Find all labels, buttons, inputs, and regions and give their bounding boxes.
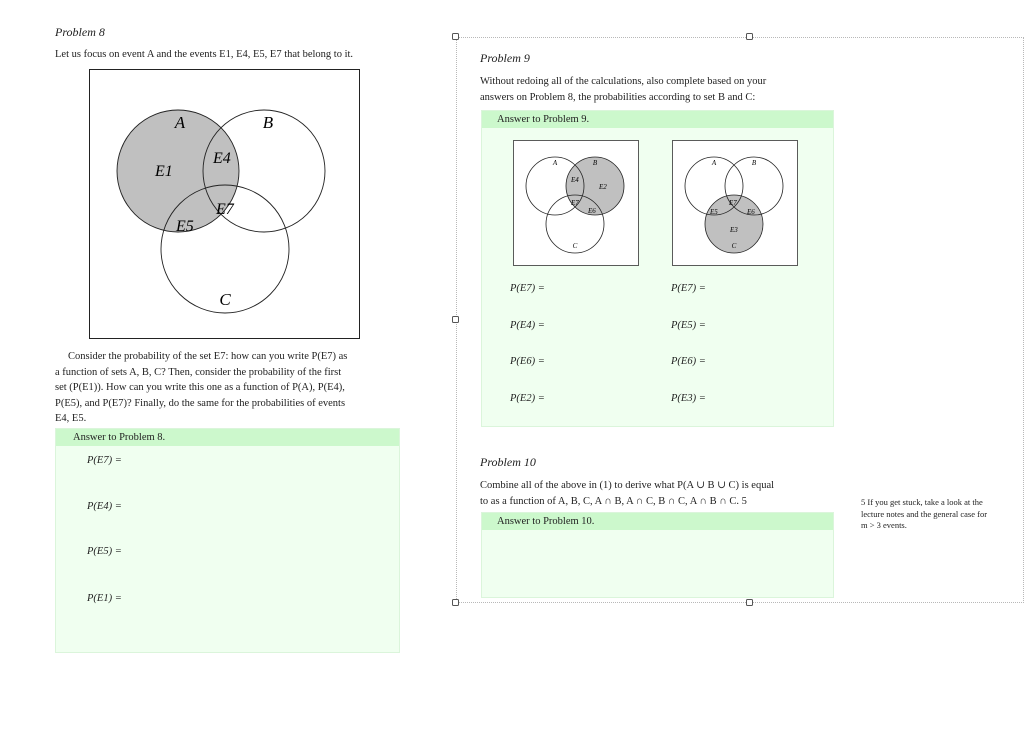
footnote	[861, 497, 1021, 532]
resize-handle-top-center[interactable]	[746, 33, 753, 40]
label-e5: E5	[176, 218, 194, 235]
answer-panel-problem-10[interactable]	[481, 512, 834, 598]
question-line: P(E5), and P(E7)? Finally, do the same for the probabilities of events	[55, 397, 346, 409]
label-e4: E4	[213, 150, 231, 167]
right-row-p-e6: P(E6) =	[671, 356, 706, 367]
left-row-p-e4: P(E4) =	[510, 320, 545, 331]
answer-panel-problem-9[interactable]	[481, 110, 834, 427]
answer-row-p-e7: P(E7) =	[87, 455, 122, 466]
resize-handle-top-left[interactable]	[452, 33, 459, 40]
resize-handle-middle-left[interactable]	[452, 316, 459, 323]
question-line: set (P(E1)). How can you write this one as a function of P(A), P(E4),	[55, 382, 345, 393]
label-e7: E7	[571, 199, 579, 207]
problem-8-question	[55, 349, 405, 427]
label-c: C	[731, 242, 737, 250]
venn-diagram-set-b	[513, 140, 639, 266]
question-line: a function of sets A, B, C? Then, consider the probability of the first	[55, 366, 342, 378]
left-row-p-e6: P(E6) =	[510, 356, 545, 367]
footnote-line: m > 3 events.	[861, 520, 907, 530]
body-line: to as a function of A, B, C, A ∩ B, A ∩ C, B ∩ C, A ∩ B ∩ C. 5	[480, 495, 747, 507]
label-e6: E6	[747, 208, 755, 216]
label-c: C	[219, 290, 231, 309]
problem-8-title: Problem 8	[55, 25, 105, 39]
problem-10-title: Problem 10	[480, 455, 536, 469]
problem-10-body	[480, 478, 850, 509]
right-row-p-e7: P(E7) =	[671, 283, 706, 294]
label-e2: E2	[599, 183, 607, 191]
label-a: A	[174, 113, 186, 132]
label-e1: E1	[155, 163, 173, 180]
answer-panel-header: Answer to Problem 10.	[482, 513, 833, 530]
answer-panel-header: Answer to Problem 9.	[482, 111, 833, 128]
label-e6: E6	[588, 207, 596, 215]
body-line: Combine all of the above in (1) to derive what P(A ∪ B ∪ C) is equal	[480, 480, 775, 491]
label-b: B	[751, 159, 757, 167]
question-line: Consider the probability of the set E7: how can you write P(E7) as	[68, 351, 348, 362]
label-a: A	[711, 159, 717, 167]
label-e7: E7	[729, 199, 737, 207]
problem-9-title: Problem 9	[480, 51, 530, 65]
footnote-line: 5 If you get stuck, take a look at the	[861, 497, 983, 507]
label-b: B	[262, 113, 274, 132]
problem-9-intro	[480, 74, 840, 105]
problem-8-intro: Let us focus on event A and the events E1, E4, E5, E7 that belong to it.	[55, 49, 354, 60]
answer-row-p-e1: P(E1) =	[87, 593, 122, 604]
answer-row-p-e4: P(E4) =	[87, 501, 122, 512]
intro-line: Without redoing all of the calculations, also complete based on your	[480, 76, 767, 87]
label-e5: E5	[710, 208, 718, 216]
right-row-p-e5: P(E5) =	[671, 320, 706, 331]
left-row-p-e7: P(E7) =	[510, 283, 545, 294]
footnote-line: lecture notes and the general case for	[861, 508, 988, 519]
answer-panel-header: Answer to Problem 8.	[56, 429, 399, 446]
intro-line: answers on Problem 8, the probabilities according to set B and C:	[480, 91, 756, 103]
label-a: A	[552, 159, 558, 167]
label-c: C	[572, 242, 578, 250]
answer-row-p-e5: P(E5) =	[87, 546, 122, 557]
resize-handle-bottom-center[interactable]	[746, 599, 753, 606]
question-line: E4, E5.	[55, 413, 87, 424]
label-e4: E4	[571, 176, 579, 184]
resize-handle-bottom-left[interactable]	[452, 599, 459, 606]
right-row-p-e3: P(E3) =	[671, 393, 706, 404]
label-b: B	[592, 159, 598, 167]
answer-panel-problem-8[interactable]	[55, 428, 400, 653]
label-e3: E3	[730, 226, 738, 234]
venn-diagram-problem-8	[89, 69, 360, 339]
venn-diagram-set-c	[672, 140, 798, 266]
left-row-p-e2: P(E2) =	[510, 393, 545, 404]
label-e7: E7	[216, 201, 234, 218]
